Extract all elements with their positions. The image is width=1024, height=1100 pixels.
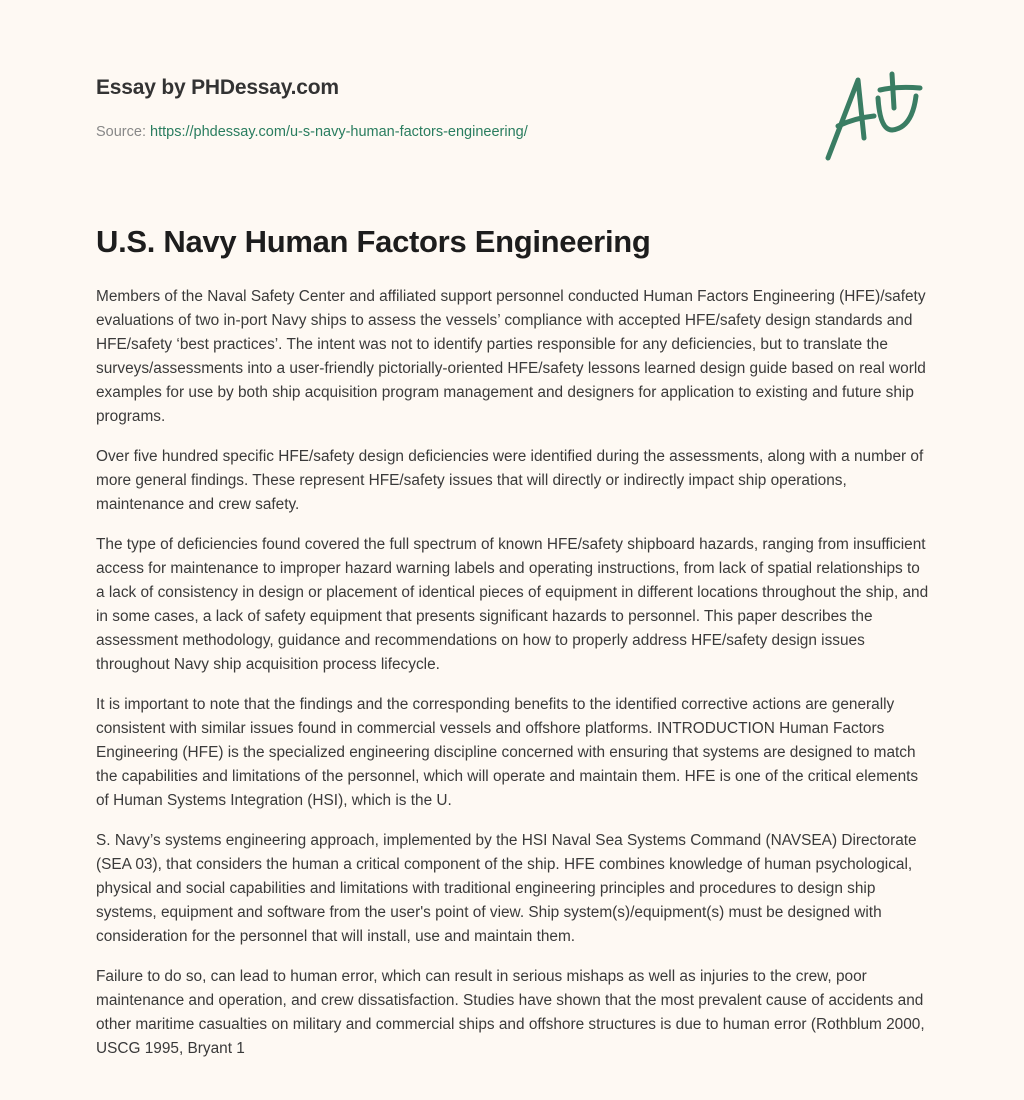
source-line [96, 124, 528, 140]
paragraph: Failure to do so, can lead to human error, which can result in serious mishaps as well as injuries to the crew, poor maintenance and operation, and crew dissatisfaction. Studies have shown that the most prevalent cause of accidents and other maritime casualties on military and commercial ships and offshore structures is due to human error (Rothblum 2000, USCG 1995, Bryant 1 [96, 968, 925, 1057]
source-label: Source: [96, 124, 146, 140]
a-plus-logo-icon [820, 68, 930, 168]
paragraph: S. Navy’s systems engineering approach, implemented by the HSI Naval Sea Systems Command (NAVSEA) Directorate (SEA 03), that considers the human a critical component of the ship. HFE combines knowledge of human psychological, physical and social capabilities and limitations with traditional engineering principles and procedures to design ship systems, equipment and software from the user's point of view. Ship system(s)/equipment(s) must be designed with consideration for the personnel that will install, use and maintain them. [96, 832, 917, 945]
paragraph: The type of deficiencies found covered the full spectrum of known HFE/safety shipboard hazards, ranging from insufficient access for maintenance to improper hazard warning labels and operating instructions, from lack of spatial relationships to a lack of consistency in design or placement of identical pieces of equipment in different locations throughout the ship, and in some cases, a lack of safety equipment that presents significant hazards to personnel. This paper describes the assessment methodology, guidance and recommendations on how to properly address HFE/safety design issues throughout Navy ship acquisition process lifecycle. [96, 536, 929, 673]
article-body [96, 285, 930, 1077]
paragraph: Over five hundred specific HFE/safety design deficiencies were identified during the assessments, along with a number of more general findings. These represent HFE/safety issues that will directly or indirectly impact ship operations, maintenance and crew safety. [96, 448, 924, 513]
paragraph: It is important to note that the findings and the corresponding benefits to the identified corrective actions are generally consistent with similar issues found in commercial vessels and offshore platforms. INTRODUCTION Human Factors Engineering (HFE) is the specialized engineering discipline concerned with ensuring that systems are designed to match the capabilities and limitations of the personnel, which will operate and maintain them. HFE is one of the critical elements of Human Systems Integration (HSI), which is the U. [96, 696, 919, 809]
paragraph: Members of the Naval Safety Center and affiliated support personnel conducted Human Factors Engineering (HFE)/safety evaluations of two in-port Navy ships to assess the vessels’ compliance with accepted HFE/safety design standards and HFE/safety ‘best practices’. The intent was not to identify parties responsible for any deficiencies, but to translate the surveys/assessments into a user-friendly pictorially-oriented HFE/safety lessons learned design guide based on real world examples for use by both ship acquisition program management and designers for application to existing and future ship programs. [96, 288, 926, 425]
source-link[interactable]: https://phdessay.com/u-s-navy-human-factors-engineering/ [150, 124, 528, 140]
article-title: U.S. Navy Human Factors Engineering [96, 224, 651, 259]
site-brand: Essay by PHDessay.com [96, 76, 339, 99]
